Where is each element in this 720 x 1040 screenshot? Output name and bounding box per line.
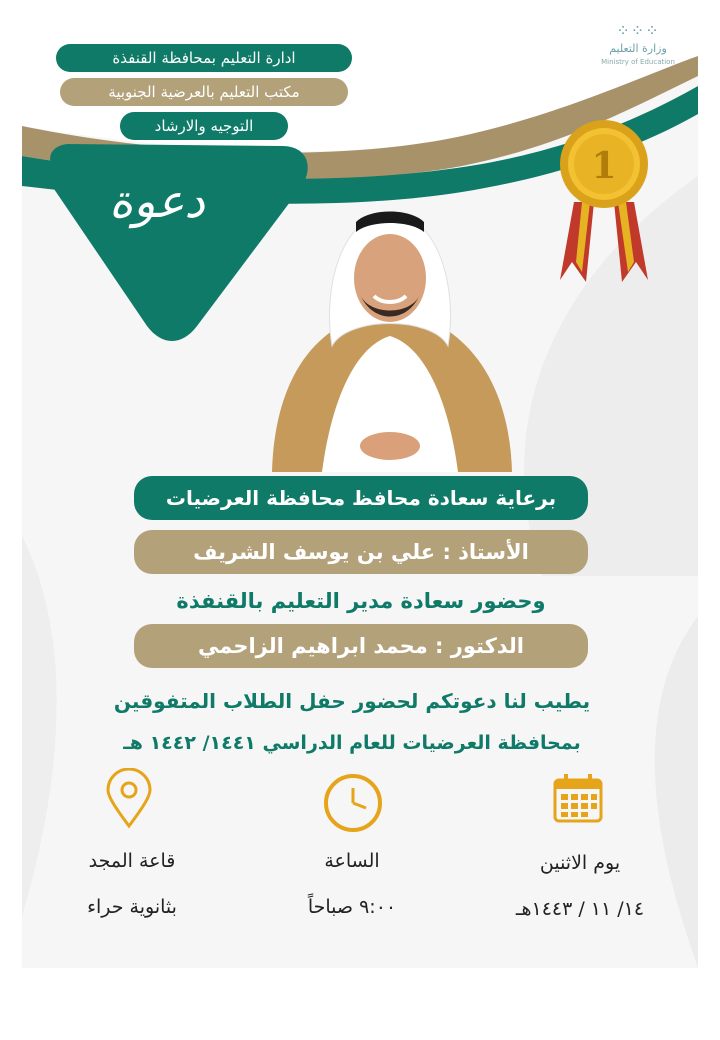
place-title: قاعة المجد: [88, 850, 176, 872]
patron-line: برعاية سعادة محافظ محافظة العرضيات: [134, 476, 588, 520]
place-subtitle: بثانوية حراء: [87, 896, 177, 918]
logo-english: Ministry of Education: [601, 58, 675, 66]
header-line-3: التوجيه والارشاد: [120, 112, 288, 140]
attendance-line: وحضور سعادة مدير التعليم بالقنفذة: [176, 589, 546, 613]
invitation-line-1: يطيب لنا دعوتكم لحضور حفل الطلاب المتفوقين: [113, 689, 591, 713]
header-line-1: ادارة التعليم بمحافظة القنفذة: [56, 44, 352, 72]
medal-icon: [554, 112, 654, 292]
patron-name: الأستاذ : علي بن يوسف الشريف: [134, 530, 588, 574]
invitation-card: [22, 16, 698, 968]
invite-word: دعوة: [109, 174, 205, 228]
medal-number: 1: [591, 145, 617, 187]
logo-arabic: وزارة التعليم: [609, 42, 667, 55]
header-line-2: مكتب التعليم بالعرضية الجنوبية: [60, 78, 348, 106]
calendar-icon: [552, 772, 604, 824]
invitation-line-2: بمحافظة العرضيات للعام الدراسي ١٤٤١/ ١٤٤٢ هـ: [123, 732, 581, 754]
director-name: الدكتور : محمد ابراهيم الزاحمي: [134, 624, 588, 668]
day-date: ١٤/ ١١ / ١٤٤٣هـ: [515, 898, 645, 920]
clock-icon: [322, 772, 384, 834]
day-title: يوم الاثنين: [539, 852, 621, 874]
ministry-logo: [588, 22, 688, 68]
person-photo: [262, 196, 518, 472]
time-value: ٩:٠٠ صباحاً: [307, 896, 397, 918]
time-title: الساعة: [324, 850, 380, 872]
location-pin-icon: [104, 768, 154, 830]
logo-dots-icon: ⁘⁘⁘: [616, 21, 660, 40]
